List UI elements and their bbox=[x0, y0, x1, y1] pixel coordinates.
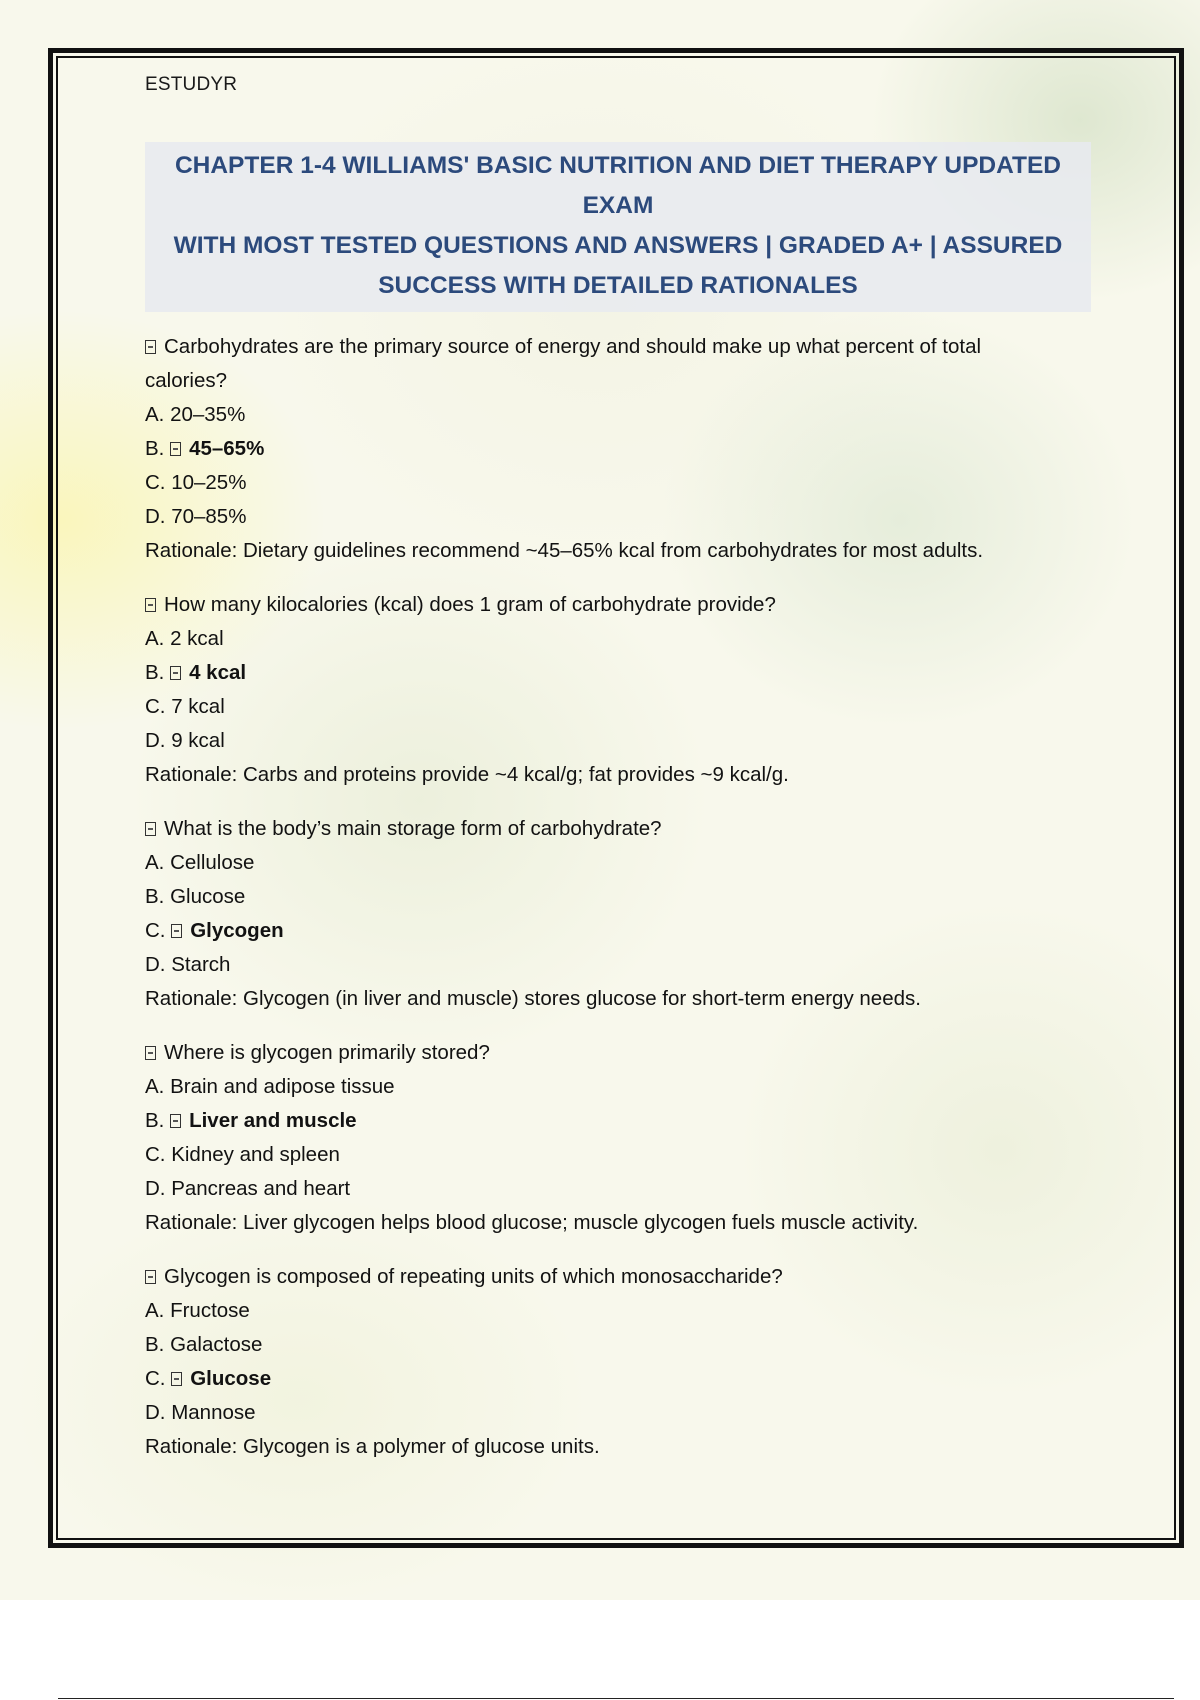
answer-option: A. Cellulose bbox=[145, 851, 255, 874]
answer-option-correct: B. 4 kcal bbox=[145, 661, 247, 684]
answer-option: A. 20–35% bbox=[145, 403, 246, 426]
question-text: Where is glycogen primarily stored? bbox=[145, 1036, 1095, 1070]
answer-option: D. Mannose bbox=[145, 1401, 256, 1424]
rationale-text: Rationale: Glycogen is a polymer of glucose units. bbox=[145, 1435, 600, 1458]
rationale-text: Rationale: Carbs and proteins provide ~4 kcal/g; fat provides ~9 kcal/g. bbox=[145, 763, 789, 786]
question-item bbox=[145, 330, 1095, 568]
rationale-text: Rationale: Dietary guidelines recommend ~45–65% kcal from carbohydrates for most adults. bbox=[145, 539, 984, 562]
bullet-box-icon bbox=[145, 1046, 156, 1060]
answer-option: D. 9 kcal bbox=[145, 729, 225, 752]
title-line: CHAPTER 1-4 WILLIAMS' BASIC NUTRITION AND DIET THERAPY UPDATED EXAM bbox=[174, 152, 1062, 219]
rationale-text: Rationale: Liver glycogen helps blood glucose; muscle glycogen fuels muscle activity. bbox=[145, 1211, 919, 1234]
answer-option: D. Starch bbox=[145, 953, 231, 976]
answer-option: D. 70–85% bbox=[145, 505, 247, 528]
question-list bbox=[145, 330, 1095, 1464]
question-text: How many kilocalories (kcal) does 1 gram of carbohydrate provide? bbox=[145, 588, 1095, 622]
document-title-block bbox=[145, 142, 1091, 312]
title-line: WITH MOST TESTED QUESTIONS AND ANSWERS | GRADED A+ | ASSURED bbox=[173, 232, 1063, 259]
question-text: Glycogen is composed of repeating units of which monosaccharide? bbox=[145, 1260, 1095, 1294]
page-bottom-margin bbox=[0, 1600, 1200, 1700]
answer-option: C. Kidney and spleen bbox=[145, 1143, 340, 1166]
check-box-icon bbox=[170, 442, 181, 456]
answer-option-correct: B. Liver and muscle bbox=[145, 1109, 357, 1132]
footer-divider bbox=[58, 1698, 1174, 1699]
bullet-box-icon bbox=[145, 340, 156, 354]
answer-option: A. 2 kcal bbox=[145, 627, 224, 650]
answer-option: C. 10–25% bbox=[145, 471, 247, 494]
document-content bbox=[145, 72, 1095, 1484]
answer-option: D. Pancreas and heart bbox=[145, 1177, 351, 1200]
check-box-icon bbox=[170, 666, 181, 680]
question-text-continued: calories? bbox=[145, 369, 228, 392]
question-item bbox=[145, 812, 1095, 1016]
title-line: SUCCESS WITH DETAILED RATIONALES bbox=[378, 272, 858, 299]
bullet-box-icon bbox=[145, 598, 156, 612]
brand-header: ESTUDYR bbox=[145, 74, 238, 95]
question-item bbox=[145, 1036, 1095, 1240]
question-item bbox=[145, 588, 1095, 792]
answer-option-correct: C. Glycogen bbox=[145, 919, 284, 942]
question-item bbox=[145, 1260, 1095, 1464]
answer-option: B. Glucose bbox=[145, 885, 246, 908]
check-box-icon bbox=[171, 1372, 182, 1386]
rationale-text: Rationale: Glycogen (in liver and muscle) stores glucose for short-term energy needs. bbox=[145, 987, 921, 1010]
answer-option: B. Galactose bbox=[145, 1333, 263, 1356]
answer-option-correct: C. Glucose bbox=[145, 1367, 272, 1390]
answer-option: C. 7 kcal bbox=[145, 695, 225, 718]
bullet-box-icon bbox=[145, 822, 156, 836]
answer-option: A. Brain and adipose tissue bbox=[145, 1075, 395, 1098]
bullet-box-icon bbox=[145, 1270, 156, 1284]
question-text: Carbohydrates are the primary source of energy and should make up what percent of total bbox=[145, 330, 1095, 364]
check-box-icon bbox=[170, 1114, 181, 1128]
answer-option-correct: B. 45–65% bbox=[145, 437, 265, 460]
check-box-icon bbox=[171, 924, 182, 938]
question-text: What is the body’s main storage form of carbohydrate? bbox=[145, 812, 1095, 846]
answer-option: A. Fructose bbox=[145, 1299, 250, 1322]
